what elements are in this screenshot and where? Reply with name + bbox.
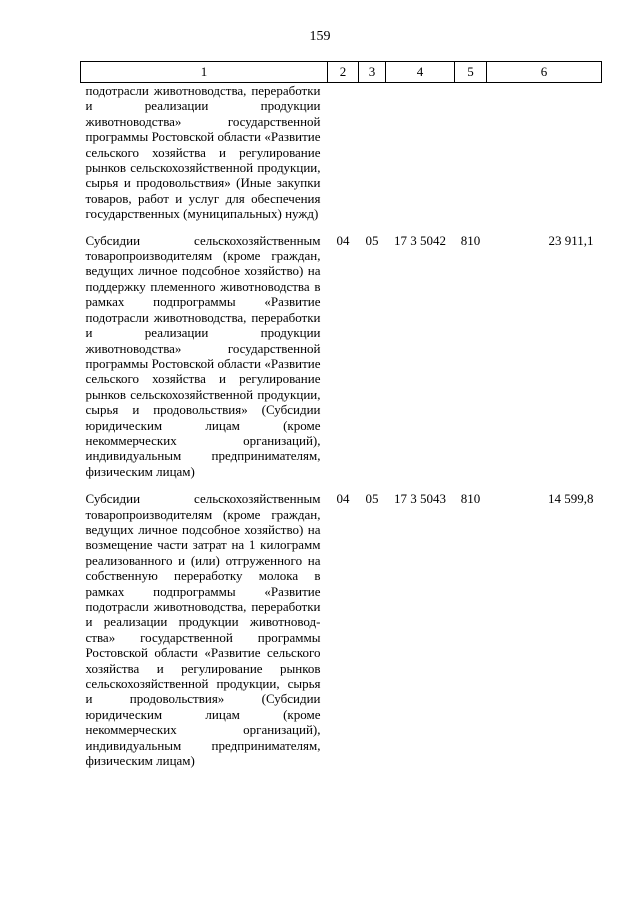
row-target-article — [386, 83, 455, 233]
row-subsection-code: 05 — [365, 232, 379, 248]
table-header-row — [81, 62, 602, 83]
budget-table — [80, 61, 602, 768]
table-row — [81, 83, 602, 233]
row-subsection-code: 05 — [365, 491, 379, 507]
column-header-2: 2 — [328, 62, 359, 83]
row-section-code: 04 — [336, 232, 350, 248]
row-target-article: 17 3 5043 — [394, 491, 446, 507]
table-row — [81, 233, 602, 492]
row-description: Субсидии сельскохозяйственным товаропроизводителям (кроме граждан, ведущих личное подсобное хозяйство) на возмещение части затрат на 1 килограмм реализованного и (или) отгруженного на собственную переработку молока в рамках подпрограммы «Развитие подотрасли животноводства, переработки и реализации продукции животноводства» государственной программы Ростовской области «Развитие сельского хозяйства и регулирование рынков сельскохозяйственной продукции, сырья и продовольствия» (Субсидии юридическим лицам (кроме некоммерческих организаций), индивидуальным предпринимателям, физическим лицам) — [85, 491, 321, 769]
row-section-code: 04 — [336, 491, 350, 507]
row-description: Субсидии сельскохозяйственным товаропроизводителям (кроме граждан, ведущих личное подсобное хозяйство) на поддержку племенного животноводства в рамках подпрограммы «Развитие подотрасли животноводства, переработки и реализации продукции животноводства» государственной программы Ростовской области «Развитие сельского хозяйства и регулирование рынков сельскохозяйственной продукции, сырья и продовольствия» (Субсидии юридическим лицам (кроме некоммерческих организаций), индивидуальным предпринимателям, физическим лицам) — [85, 232, 321, 479]
row-expense-type: 810 — [460, 491, 481, 507]
row-subsection-code — [359, 83, 386, 233]
row-description: подотрасли животноводства, переработки и реализации продукции животноводства» государственной программы Ростовской области «Развитие сельского хозяйства и регулирование рынков сельскохозяйственной продукции, сырья и продовольствия» (Иные закупки товаров, работ и услуг для обеспечения государственных (муниципальных) нужд) — [85, 83, 321, 222]
row-target-article: 17 3 5042 — [394, 232, 446, 248]
row-expense-type — [455, 83, 487, 233]
row-amount — [487, 83, 602, 233]
column-header-6: 6 — [487, 62, 602, 83]
table-row — [81, 491, 602, 768]
column-header-3: 3 — [359, 62, 386, 83]
row-amount: 23 911,1 — [548, 232, 594, 248]
column-header-5: 5 — [455, 62, 487, 83]
row-expense-type: 810 — [460, 232, 481, 248]
column-header-1: 1 — [81, 62, 328, 83]
row-amount: 14 599,8 — [548, 491, 594, 507]
column-header-4: 4 — [386, 62, 455, 83]
page-number: 159 — [309, 29, 331, 44]
row-section-code — [328, 83, 359, 233]
